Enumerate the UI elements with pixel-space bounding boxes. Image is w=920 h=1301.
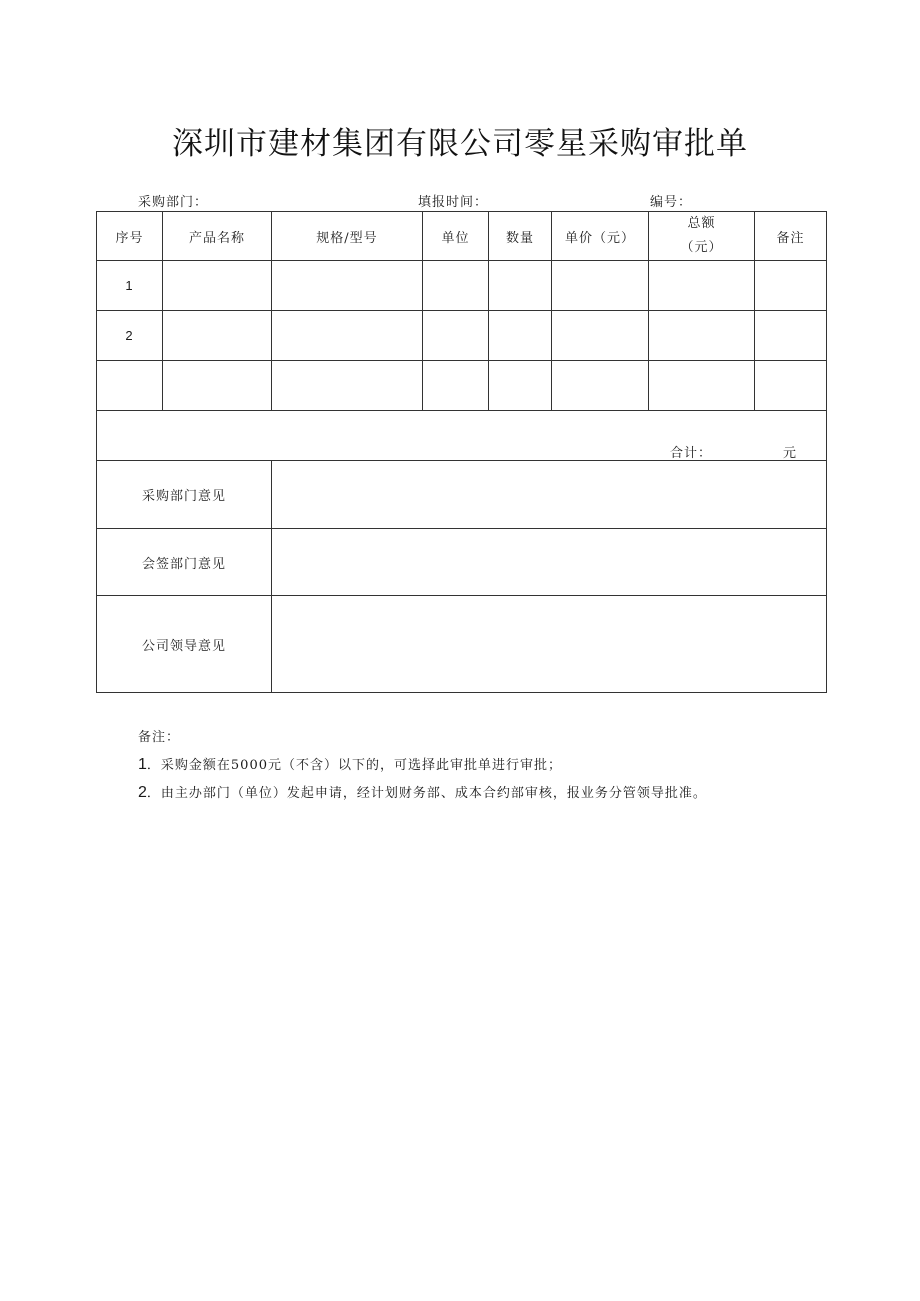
product-name-cell[interactable] bbox=[163, 261, 272, 311]
unit-price-cell[interactable] bbox=[552, 311, 649, 361]
serial-number-label: 编号： bbox=[650, 195, 693, 210]
row-index-cell: 2 bbox=[97, 311, 163, 361]
header-cell-quantity: 数量 bbox=[489, 212, 552, 261]
opinion-row bbox=[97, 461, 827, 529]
table-row bbox=[97, 311, 827, 361]
purchase-department-label: 采购部门： bbox=[138, 195, 209, 210]
table-row bbox=[97, 261, 827, 311]
table-row bbox=[97, 361, 827, 411]
note-number: 1 bbox=[138, 756, 147, 773]
total-label: 合计： bbox=[670, 446, 713, 461]
purchase-dept-opinion-field[interactable] bbox=[272, 461, 827, 529]
unit-cell[interactable] bbox=[423, 311, 489, 361]
header-cell-product-name: 产品名称 bbox=[163, 212, 272, 261]
quantity-cell[interactable] bbox=[489, 311, 552, 361]
row-index-cell: 1 bbox=[97, 261, 163, 311]
approval-table bbox=[96, 211, 827, 693]
note-item bbox=[138, 751, 707, 779]
unit-cell[interactable] bbox=[423, 261, 489, 311]
unit-price-cell[interactable] bbox=[552, 261, 649, 311]
notes-heading: 备注： bbox=[138, 730, 181, 745]
quantity-cell[interactable] bbox=[489, 261, 552, 311]
spec-model-cell[interactable] bbox=[272, 361, 423, 411]
quantity-cell[interactable] bbox=[489, 361, 552, 411]
spec-model-cell[interactable] bbox=[272, 311, 423, 361]
opinion-row bbox=[97, 596, 827, 693]
spec-model-cell[interactable] bbox=[272, 261, 423, 311]
header-cell-unit-price: 单价（元） bbox=[552, 212, 649, 261]
total-row bbox=[97, 411, 827, 461]
total-unit: 元 bbox=[783, 446, 798, 461]
remarks-cell[interactable] bbox=[755, 261, 827, 311]
unit-price-cell[interactable] bbox=[552, 361, 649, 411]
header-cell-index: 序号 bbox=[97, 212, 163, 261]
purchase-dept-opinion-label: 采购部门意见 bbox=[97, 461, 272, 529]
note-item bbox=[138, 779, 707, 807]
page-title: 深圳市建材集团有限公司零星采购审批单 bbox=[172, 126, 748, 162]
opinion-row bbox=[97, 529, 827, 596]
countersign-dept-opinion-label: 会签部门意见 bbox=[97, 529, 272, 596]
leadership-opinion-label: 公司领导意见 bbox=[97, 596, 272, 693]
header-cell-spec-model: 规格/型号 bbox=[272, 212, 423, 261]
header-cell-total-amount: 总额（元） bbox=[649, 212, 755, 261]
total-cell bbox=[97, 411, 827, 461]
fill-time-label: 填报时间： bbox=[418, 195, 489, 210]
countersign-dept-opinion-field[interactable] bbox=[272, 529, 827, 596]
total-amount-cell[interactable] bbox=[649, 311, 755, 361]
total-amount-cell[interactable] bbox=[649, 361, 755, 411]
table-header-row bbox=[97, 212, 827, 261]
row-index-cell bbox=[97, 361, 163, 411]
header-cell-remarks: 备注 bbox=[755, 212, 827, 261]
header-cell-unit: 单位 bbox=[423, 212, 489, 261]
notes-section bbox=[138, 724, 707, 807]
remarks-cell[interactable] bbox=[755, 311, 827, 361]
product-name-cell[interactable] bbox=[163, 311, 272, 361]
note-number: 2 bbox=[138, 784, 147, 801]
note-text: ．由主办部门（单位）发起申请，经计划财务部、成本合约部审核，报业务分管领导批准。 bbox=[146, 786, 707, 801]
remarks-cell[interactable] bbox=[755, 361, 827, 411]
total-amount-cell[interactable] bbox=[649, 261, 755, 311]
product-name-cell[interactable] bbox=[163, 361, 272, 411]
leadership-opinion-field[interactable] bbox=[272, 596, 827, 693]
note-text: ．采购金额在5000元（不含）以下的，可选择此审批单进行审批； bbox=[146, 758, 562, 773]
unit-cell[interactable] bbox=[423, 361, 489, 411]
